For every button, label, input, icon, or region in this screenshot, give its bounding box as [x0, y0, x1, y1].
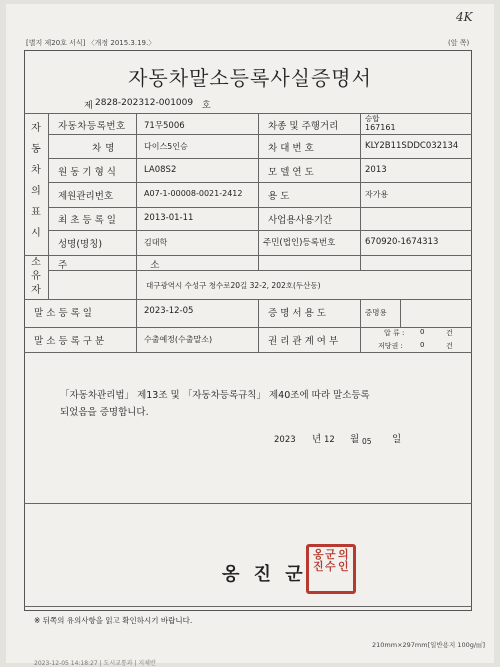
- car-name-label: 차 명: [92, 143, 115, 154]
- car-name-value: 다이스5인승: [144, 142, 188, 151]
- vehicle-section-label: 자동차의 표시: [31, 123, 41, 239]
- cancel-type-label: 말 소 등 록 구 분: [34, 336, 105, 347]
- spec-no-label: 제원관리번호: [58, 191, 114, 202]
- corner-handwritten-note: 4K: [456, 10, 473, 24]
- seal-char-2: 군수: [325, 548, 336, 573]
- date-year-unit: 년: [312, 434, 322, 445]
- first-reg-label: 최 초 등 록 일: [58, 215, 116, 226]
- owner-id-value: 670920-1674313: [365, 237, 439, 247]
- reg-no-label: 자동차등록번호: [58, 121, 126, 132]
- purpose-label: 용 도: [268, 191, 290, 202]
- type-use-label: 차종 및 주행거리: [268, 121, 339, 132]
- footnote: ※ 뒤쪽의 유의사항을 읽고 확인하시기 바랍니다.: [34, 616, 193, 625]
- model-year-value: 2013: [365, 165, 387, 175]
- mortgage-unit: 건: [446, 342, 453, 350]
- seizure-value: 0: [420, 328, 425, 336]
- paper-size-note: 210mm×297mm[일반용지 100g/㎡]: [372, 641, 486, 649]
- mortgage-label: 저당권 :: [378, 342, 403, 350]
- date-year: 2023: [274, 435, 296, 445]
- model-year-label: 모 델 연 도: [268, 167, 314, 178]
- reg-no-value: 71무5006: [144, 121, 185, 131]
- address-value: 대구광역시 수성구 청수로20길 32-2, 202호(두산동): [146, 281, 321, 290]
- mortgage-value: 0: [420, 341, 425, 349]
- seal-char-1: 옹진: [313, 548, 324, 573]
- cert-number: 2828-202312-001009: [95, 98, 194, 108]
- statement-line2: 되었음을 증명합니다.: [60, 407, 149, 418]
- official-seal: [306, 544, 356, 594]
- cert-purpose-value: 증명용: [365, 308, 387, 317]
- form-reference: [별지 제20호 서식] 〈개정 2015.3.19.〉: [26, 39, 156, 47]
- cancel-date-label: 말 소 등 록 일: [34, 308, 92, 319]
- type-use-value1: 승합: [365, 114, 380, 123]
- date-day-unit: 일: [392, 434, 402, 445]
- owner-section-label: 소유자: [31, 257, 41, 296]
- type-use-value2: 167161: [365, 123, 396, 132]
- first-reg-value: 2013-01-11: [144, 213, 194, 223]
- engine-label: 원 동 기 형 식: [58, 167, 116, 178]
- purpose-value: 자가용: [365, 190, 389, 199]
- engine-value: LA08S2: [144, 165, 177, 175]
- address-label: 주 소: [58, 260, 200, 271]
- owner-id-label: 주민(법인)등록번호: [263, 238, 336, 248]
- vin-value: KLY2B11SDDC032134: [365, 141, 459, 151]
- cancel-date-value: 2023-12-05: [144, 306, 194, 316]
- cancel-type-value: 수출예정(수출말소): [144, 335, 213, 344]
- owner-name-label: 성명(명칭): [58, 239, 103, 250]
- seizure-unit: 건: [446, 329, 453, 337]
- vin-label: 차 대 번 호: [268, 143, 314, 154]
- spec-no-value: A07-1-00008-0021-2412: [144, 189, 243, 198]
- owner-name-value: 김대학: [144, 238, 168, 247]
- seizure-label: 압 류 :: [384, 329, 405, 337]
- issuer-name: 옹 진 군: [222, 564, 307, 585]
- rights-label: 권 리 관 계 여 부: [268, 336, 339, 347]
- date-month: 12: [324, 435, 335, 445]
- biz-period-label: 사업용사용기간: [268, 215, 333, 226]
- cert-number-prefix: 제: [84, 101, 93, 111]
- document-title: 자동차말소등록사실증명서: [128, 66, 372, 90]
- cert-number-suffix: 호: [202, 101, 211, 111]
- date-month-unit: 월: [350, 434, 360, 445]
- cert-purpose-label: 증 명 서 용 도: [268, 308, 326, 319]
- bottom-print-stamp: 2023-12-05 14:18:27 | 도시교통과 | 지체반: [34, 660, 156, 667]
- page-side-label: (앞 쪽): [448, 39, 470, 47]
- date-day: 05: [362, 437, 372, 446]
- statement-line1: 「자동차관리법」 제13조 및 「자동차등록규칙」 제40조에 따라 말소등록: [60, 390, 370, 401]
- seal-char-3: 의인: [338, 548, 349, 573]
